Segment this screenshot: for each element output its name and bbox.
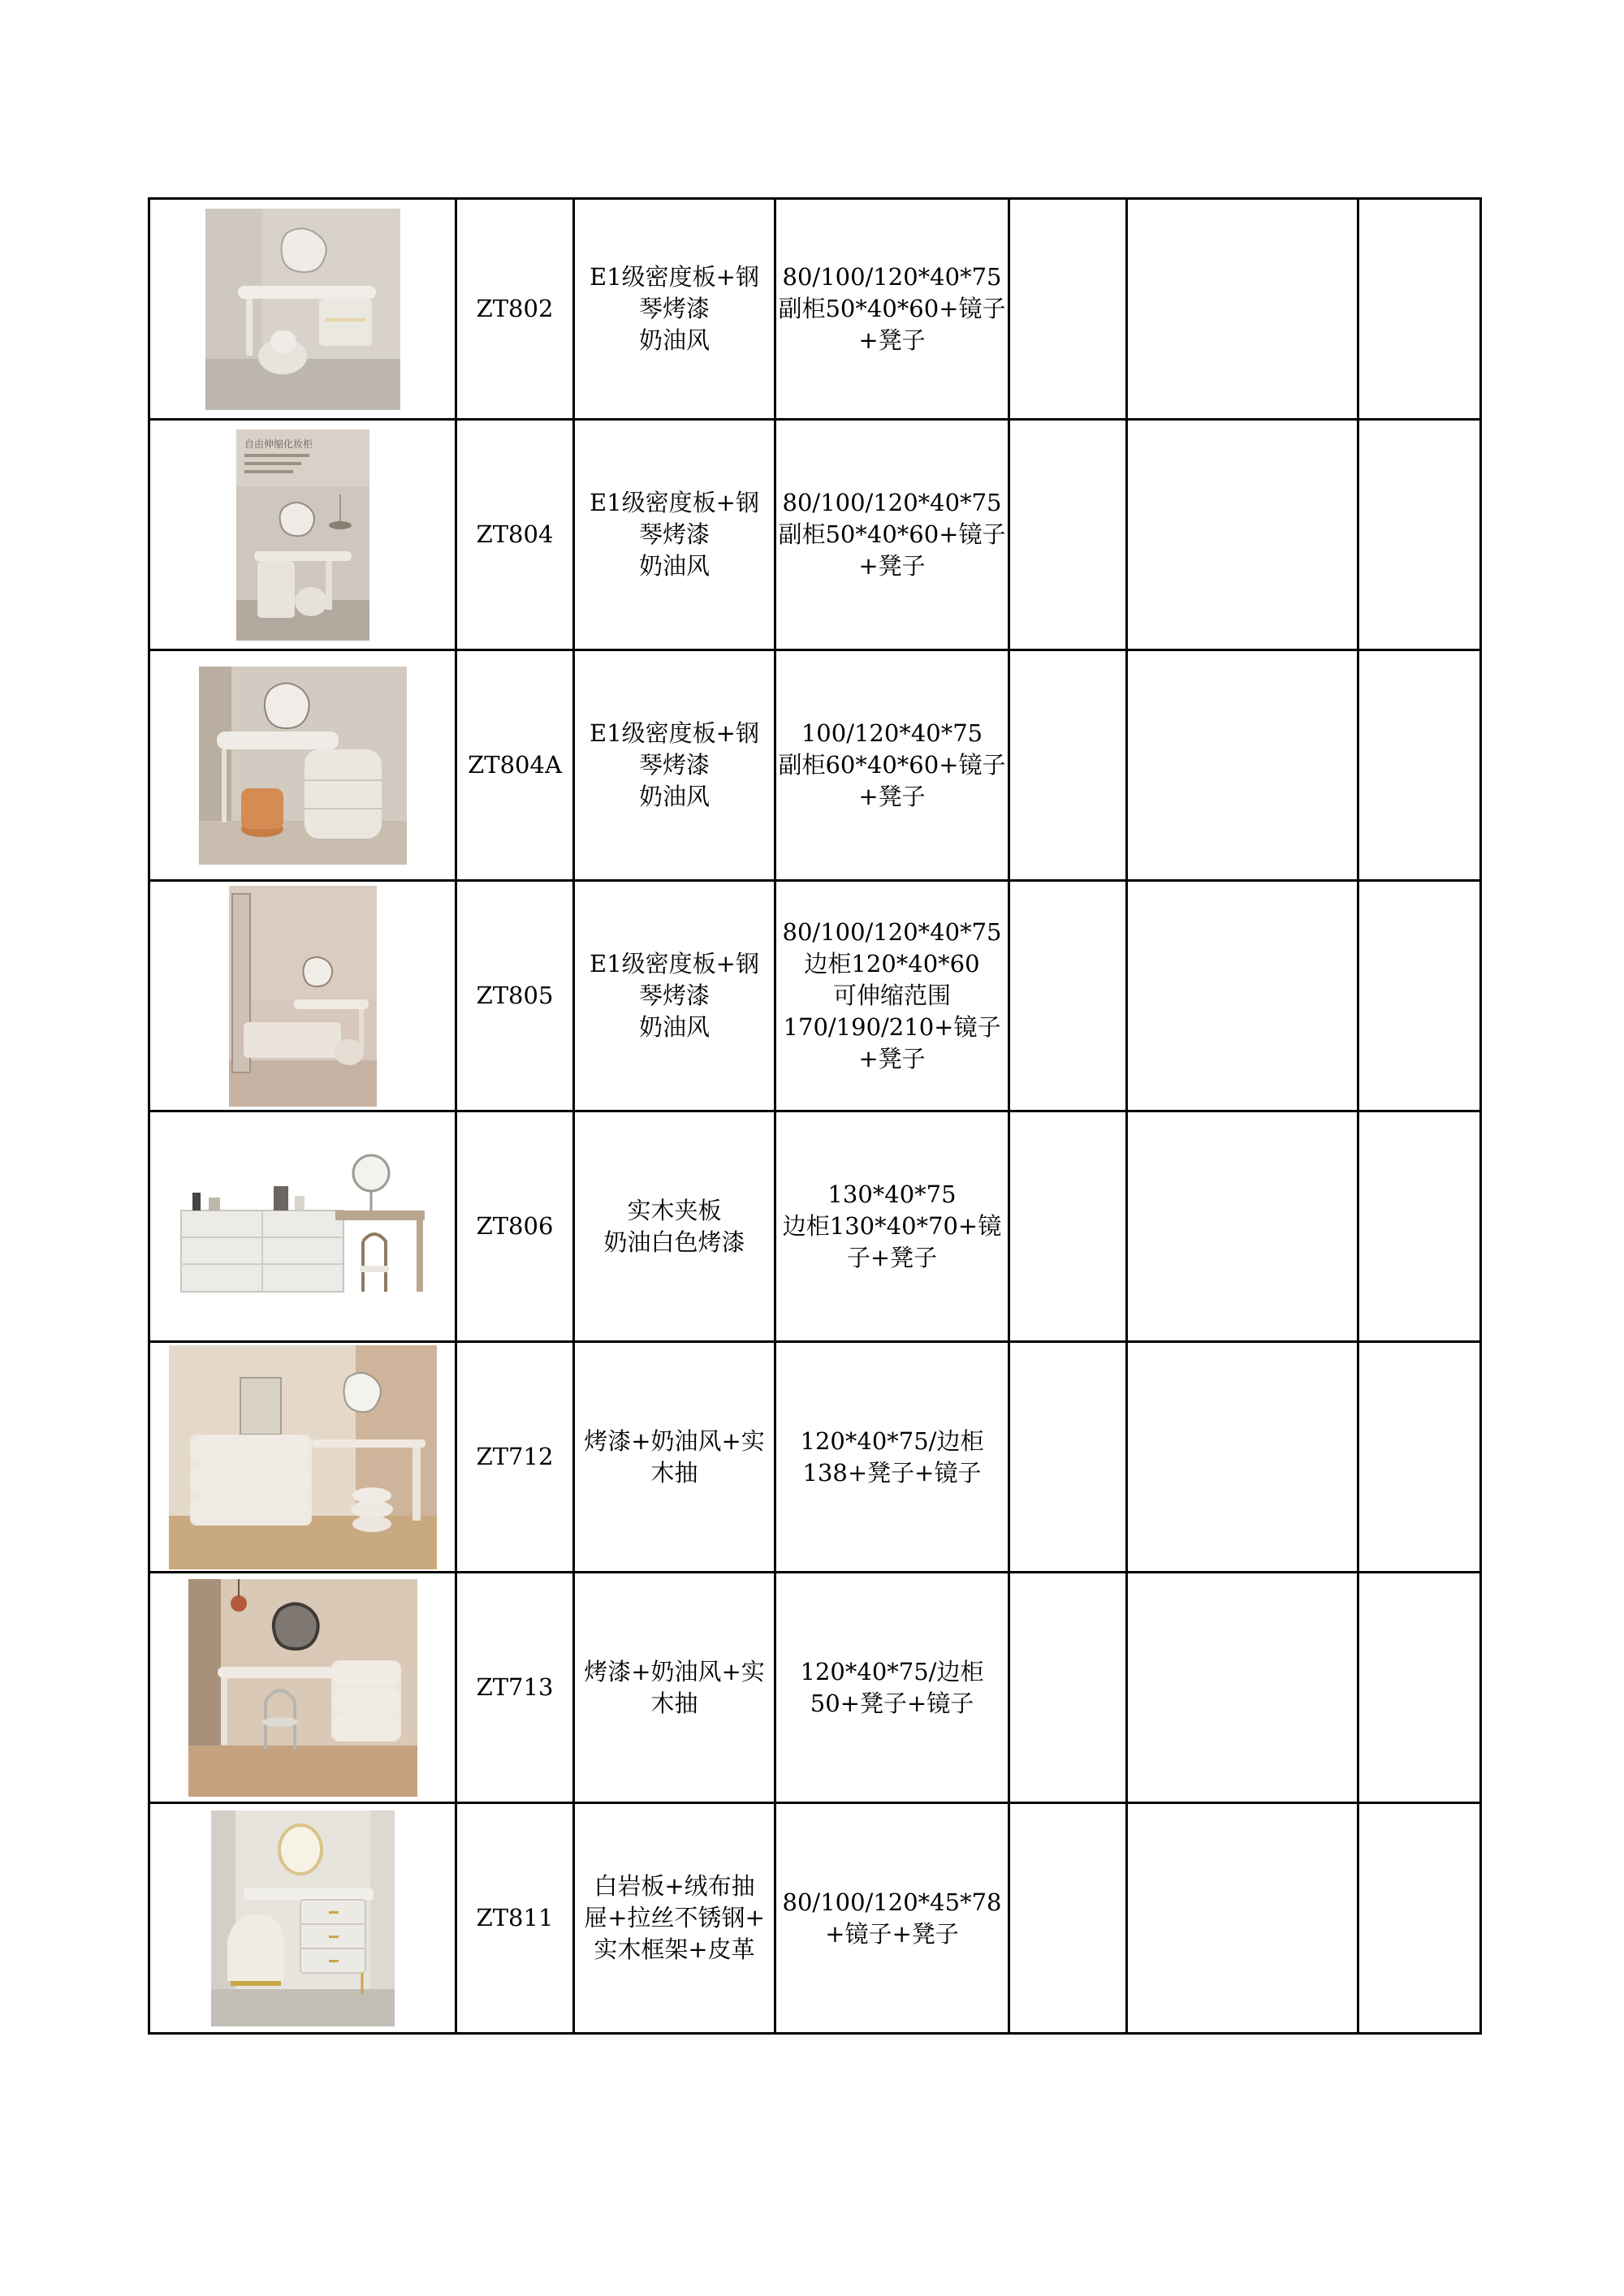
size-line: 170/190/210+镜子 [783, 1013, 1001, 1041]
empty-cell [1009, 1573, 1127, 1803]
size-line: +凳子 [858, 783, 926, 810]
model-cell [456, 1111, 574, 1342]
model-number: ZT802 [476, 295, 554, 322]
material-line: E1级密度板+钢 [590, 719, 759, 747]
size-cell [775, 881, 1009, 1111]
size-line: 80/100/120*40*75 [782, 918, 1002, 946]
empty-cell [1127, 1573, 1358, 1803]
table-row [149, 881, 1481, 1111]
material-line: 琴烤漆 [638, 751, 710, 779]
size-cell [775, 1803, 1009, 2034]
product-image-cell [149, 1111, 456, 1342]
size-cell [775, 1111, 1009, 1342]
size-line: 边柜130*40*70+镜 [782, 1212, 1002, 1240]
material-cell [574, 420, 775, 650]
model-cell [456, 1573, 574, 1803]
material-line: 白岩板+绒布抽 [594, 1872, 755, 1900]
model-number: ZT804 [476, 520, 554, 548]
empty-cell [1009, 650, 1127, 881]
empty-cell [1358, 1111, 1481, 1342]
size-line: 120*40*75/边柜 [800, 1657, 984, 1685]
size-cell [775, 1342, 1009, 1573]
size-line: 副柜50*40*60+镜子 [778, 295, 1006, 322]
product-image-cell [149, 1573, 456, 1803]
material-line: E1级密度板+钢 [590, 489, 759, 516]
empty-cell [1009, 1111, 1127, 1342]
size-cell [775, 1573, 1009, 1803]
size-line: 副柜60*40*60+镜子 [778, 751, 1006, 779]
material-line: E1级密度板+钢 [590, 263, 759, 291]
size-line: 80/100/120*40*75 [782, 263, 1002, 291]
empty-cell [1358, 1803, 1481, 2034]
table-row [149, 1111, 1481, 1342]
poster-headline: 自由伸缩化妆柜 [244, 438, 313, 450]
material-line: 奶油风 [638, 326, 710, 354]
empty-cell [1009, 199, 1127, 420]
empty-cell [1358, 650, 1481, 881]
table-row [149, 420, 1481, 650]
product-image-cell [149, 420, 456, 650]
size-line: 138+凳子+镜子 [802, 1458, 982, 1487]
empty-cell [1127, 650, 1358, 881]
material-cell [574, 650, 775, 881]
empty-cell [1127, 199, 1358, 420]
material-cell [574, 199, 775, 420]
empty-cell [1358, 1573, 1481, 1803]
empty-cell [1009, 881, 1127, 1111]
empty-cell [1358, 1342, 1481, 1573]
size-line: 120*40*75/边柜 [800, 1426, 984, 1455]
material-line: 琴烤漆 [638, 520, 710, 548]
table-row [149, 199, 1481, 420]
model-cell [456, 1803, 574, 2034]
empty-cell [1127, 881, 1358, 1111]
size-line: 80/100/120*40*75 [782, 489, 1002, 516]
empty-cell [1358, 420, 1481, 650]
size-line: +凳子 [858, 326, 926, 354]
size-line: 50+凳子+镜子 [810, 1689, 974, 1717]
table-row [149, 1342, 1481, 1573]
empty-cell [1127, 1803, 1358, 2034]
size-line: 子+凳子 [846, 1244, 938, 1271]
material-line: 琴烤漆 [638, 295, 710, 322]
size-cell [775, 199, 1009, 420]
vanity-table-photo [176, 1146, 430, 1308]
product-image-cell [149, 1803, 456, 2034]
material-cell [574, 1342, 775, 1573]
size-line: 边柜120*40*60 [804, 950, 980, 978]
vanity-table-photo [211, 1810, 395, 2026]
material-line: 烤漆+奶油风+实 [584, 1426, 765, 1455]
model-number: ZT713 [476, 1673, 554, 1701]
size-line: 可伸缩范围 [832, 982, 951, 1009]
model-cell [456, 1342, 574, 1573]
vanity-table-photo [199, 667, 407, 865]
material-line: 木抽 [650, 1458, 698, 1487]
product-image-cell [149, 199, 456, 420]
material-line: 实木框架+皮革 [594, 1936, 755, 1963]
material-line: 奶油风 [638, 552, 710, 580]
vanity-table-photo [169, 1345, 437, 1569]
size-line: 副柜50*40*60+镜子 [778, 520, 1006, 548]
model-number: ZT806 [476, 1212, 554, 1240]
empty-cell [1009, 1803, 1127, 2034]
model-cell [456, 420, 574, 650]
size-line: +镜子+凳子 [825, 1919, 959, 1948]
model-number: ZT811 [476, 1904, 554, 1931]
table-row [149, 650, 1481, 881]
size-line: +凳子 [858, 552, 926, 580]
material-cell [574, 1111, 775, 1342]
empty-cell [1009, 1342, 1127, 1573]
vanity-table-photo [205, 209, 400, 410]
model-number: ZT804A [468, 751, 562, 779]
empty-cell [1358, 199, 1481, 420]
vanity-table-photo [229, 886, 377, 1107]
material-line: 烤漆+奶油风+实 [584, 1657, 765, 1685]
product-image-cell [149, 650, 456, 881]
model-cell [456, 650, 574, 881]
table-row [149, 1803, 1481, 2034]
table-row [149, 1573, 1481, 1803]
empty-cell [1127, 420, 1358, 650]
size-line: 100/120*40*75 [801, 719, 983, 747]
model-cell [456, 881, 574, 1111]
size-line: 130*40*75 [827, 1180, 957, 1208]
vanity-table-poster-photo [236, 429, 369, 641]
empty-cell [1358, 881, 1481, 1111]
empty-cell [1127, 1342, 1358, 1573]
material-line: 奶油风 [638, 783, 710, 810]
material-line: 奶油风 [638, 1013, 710, 1041]
model-number: ZT805 [476, 982, 554, 1009]
material-line: 屉+拉丝不锈钢+ [584, 1904, 765, 1931]
product-image-cell [149, 881, 456, 1111]
size-line: +凳子 [858, 1045, 926, 1072]
material-cell [574, 1573, 775, 1803]
size-cell [775, 420, 1009, 650]
product-image-cell [149, 1342, 456, 1573]
size-line: 80/100/120*45*78 [782, 1888, 1002, 1916]
material-line: 实木夹板 [627, 1196, 722, 1224]
material-line: 木抽 [650, 1689, 698, 1717]
material-line: E1级密度板+钢 [590, 950, 759, 978]
material-line: 奶油白色烤漆 [603, 1228, 745, 1256]
product-table [148, 197, 1482, 2035]
empty-cell [1127, 1111, 1358, 1342]
model-cell [456, 199, 574, 420]
size-cell [775, 650, 1009, 881]
material-cell [574, 1803, 775, 2034]
material-cell [574, 881, 775, 1111]
model-number: ZT712 [476, 1443, 554, 1470]
material-line: 琴烤漆 [638, 982, 710, 1009]
vanity-table-photo [188, 1579, 417, 1797]
empty-cell [1009, 420, 1127, 650]
